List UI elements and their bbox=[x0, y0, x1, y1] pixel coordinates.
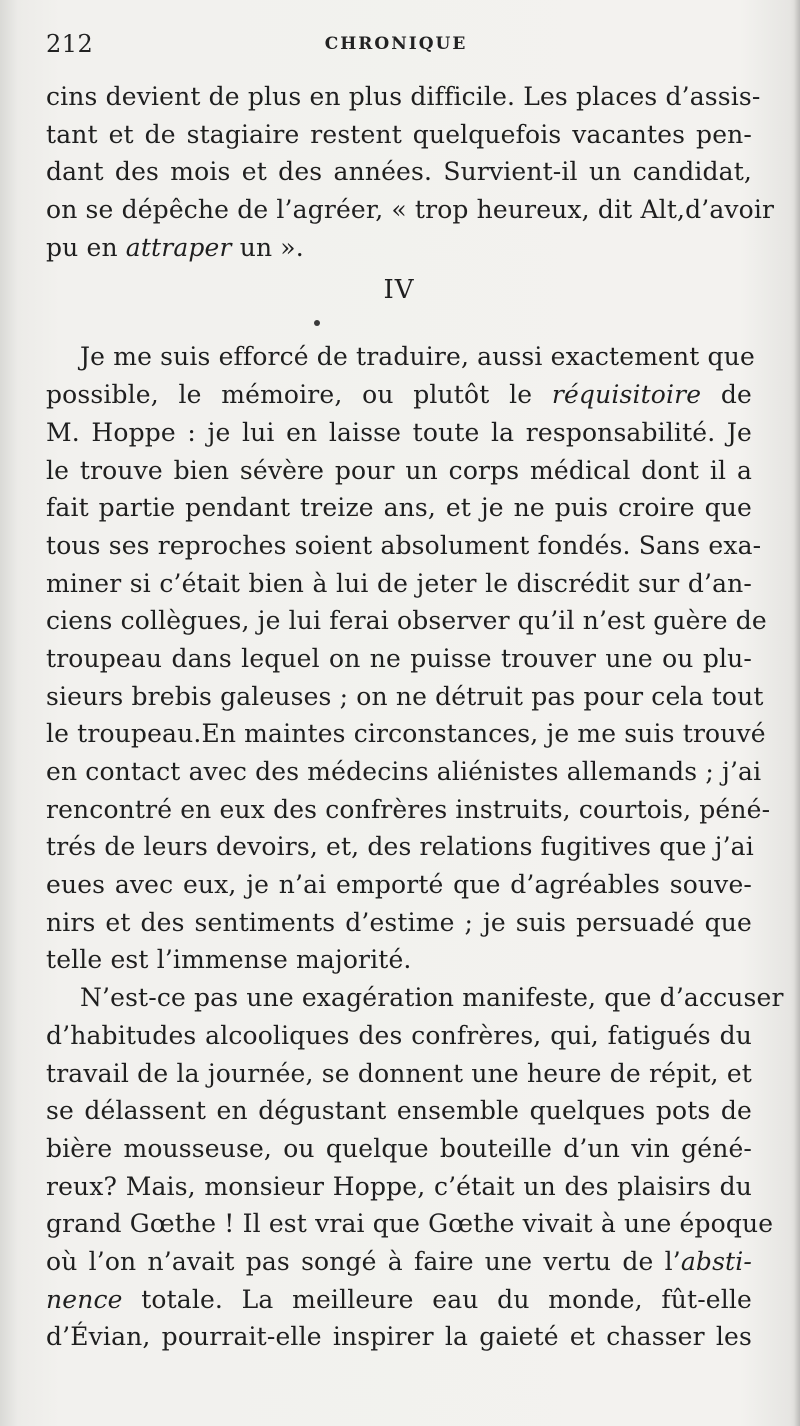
text-line bbox=[46, 229, 752, 267]
text-line: en contact avec des médecins aliénistes allemands ; j’ai bbox=[46, 757, 762, 786]
text-line: bière mousseuse, ou quelque bouteille d’un vin géné- bbox=[46, 1133, 752, 1163]
text-segment: possible, le mémoire, ou plutôt le bbox=[46, 380, 552, 410]
text-line: on se dépêche de l’agréer, « trop heureux, dit Alt,d’avoir bbox=[46, 195, 775, 225]
text-line: troupeau dans lequel on ne puisse trouver une ou plu- bbox=[46, 643, 752, 673]
text-line: dant des mois et des années. Survient-il un candidat, bbox=[46, 157, 752, 187]
text-line: reux? Mais, monsieur Hoppe, c’était un des plaisirs du bbox=[46, 1171, 752, 1201]
text-line bbox=[46, 1281, 752, 1319]
text-segment: un ». bbox=[231, 232, 304, 262]
text-line: Je me suis efforcé de traduire, aussi exactement que bbox=[80, 342, 755, 372]
text-line: tous ses reproches soient absolument fondés. Sans exa- bbox=[46, 530, 762, 560]
text-line: grand Gœthe ! Il est vrai que Gœthe vivait à une époque bbox=[46, 1209, 774, 1239]
section-heading: IV bbox=[383, 275, 415, 306]
text-line bbox=[46, 1243, 752, 1281]
italic-term: attraper bbox=[125, 232, 232, 262]
text-line bbox=[46, 376, 752, 414]
text-line: trés de leurs devoirs, et, des relations fugitives que j’ai bbox=[46, 832, 754, 862]
paragraph-1 bbox=[46, 78, 775, 266]
italic-term: réquisitoire bbox=[551, 380, 702, 410]
text-line: d’Évian, pourrait-elle inspirer la gaieté et chasser les bbox=[46, 1322, 752, 1352]
running-head: CHRONIQUE bbox=[324, 34, 468, 54]
text-segment: totale. La meilleure eau du monde, fût-elle bbox=[122, 1284, 752, 1314]
page-header bbox=[46, 30, 746, 64]
paragraph-2 bbox=[46, 338, 771, 979]
text-line: miner si c’était bien à lui de jeter le discrédit sur d’an- bbox=[46, 568, 752, 598]
italic-term: absti- bbox=[680, 1246, 752, 1276]
text-segment: de bbox=[701, 380, 752, 410]
text-line: tant et de stagiaire restent quelquefois vacantes pen- bbox=[46, 119, 752, 149]
text-line: se délassent en dégustant ensemble quelques pots de bbox=[46, 1096, 752, 1126]
text-line: nirs et des sentiments d’estime ; je suis persuadé que bbox=[46, 907, 752, 937]
text-segment: pu en bbox=[46, 232, 126, 262]
page-number: 212 bbox=[46, 30, 94, 58]
text-line: rencontré en eux des confrères instruits, courtois, péné- bbox=[46, 794, 771, 824]
text-line: travail de la journée, se donnent une heure de répit, et bbox=[46, 1058, 752, 1088]
separator-dot bbox=[314, 320, 320, 326]
body-text bbox=[46, 78, 784, 1356]
text-line: le troupeau.En maintes circonstances, je me suis trouvé bbox=[46, 719, 766, 749]
page-edge-shadow bbox=[794, 0, 800, 1426]
text-line: telle est l’immense majorité. bbox=[46, 945, 412, 975]
text-line: sieurs brebis galeuses ; on ne détruit pas pour cela tout bbox=[46, 681, 764, 711]
section-separator bbox=[46, 314, 752, 338]
text-line: le trouve bien sévère pour un corps médical dont il a bbox=[46, 455, 752, 485]
text-line: M. Hoppe : je lui en laisse toute la responsabilité. Je bbox=[46, 417, 752, 447]
text-line: cins devient de plus en plus difficile. Les places d’assis- bbox=[46, 82, 761, 111]
text-segment: où l’on n’avait pas songé à faire une vertu de l’ bbox=[46, 1246, 681, 1276]
italic-term: nence bbox=[46, 1284, 123, 1314]
text-line: eues avec eux, je n’ai emporté que d’agréables souve- bbox=[46, 870, 752, 900]
text-line: N’est-ce pas une exagération manifeste, que d’accuser bbox=[80, 983, 784, 1013]
text-line: fait partie pendant treize ans, et je ne puis croire que bbox=[46, 493, 752, 523]
paragraph-3 bbox=[46, 979, 784, 1356]
text-line: ciens collègues, je lui ferai observer qu’il n’est guère de bbox=[46, 606, 767, 636]
text-line: d’habitudes alcooliques des confrères, qui, fatigués du bbox=[46, 1020, 752, 1050]
